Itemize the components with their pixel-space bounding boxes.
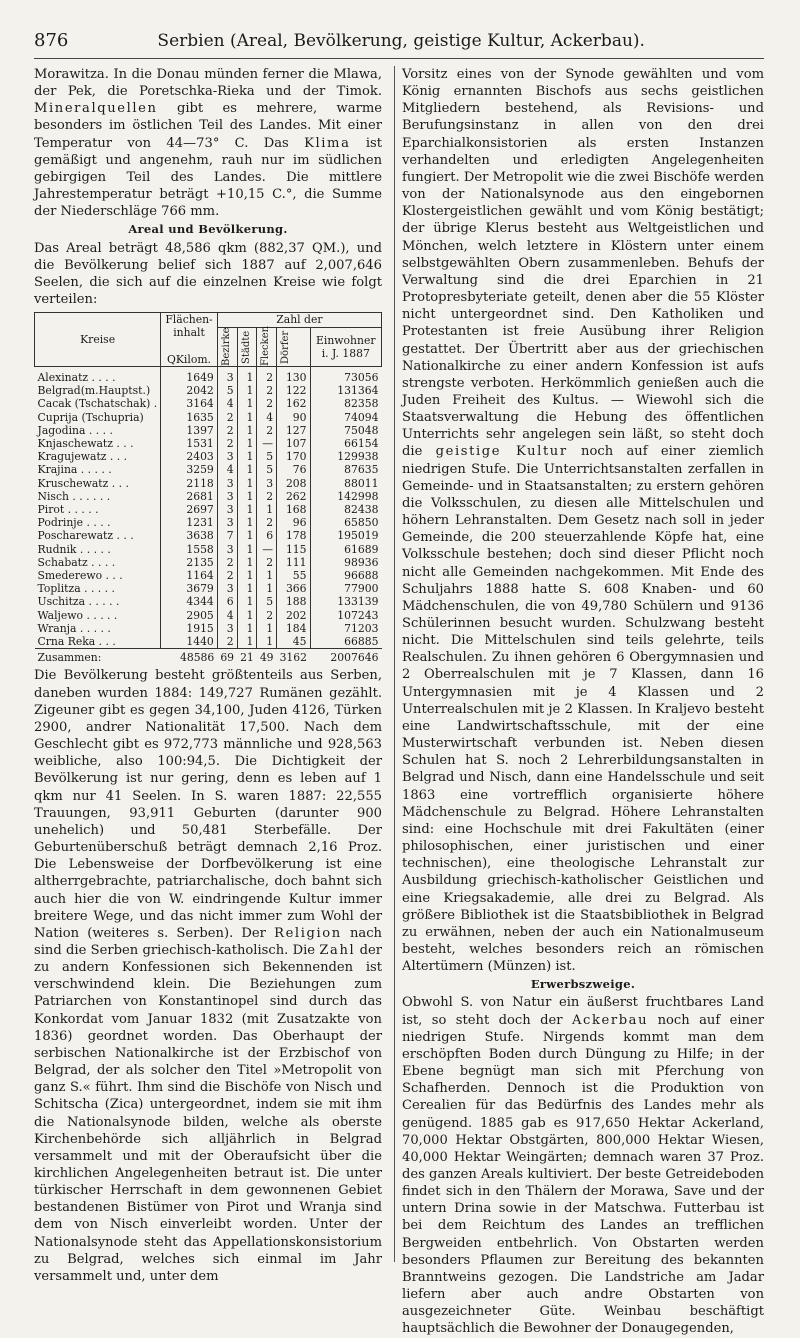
total-cell-area: 48586 [161, 649, 218, 665]
table-cell-s: 1 [237, 424, 257, 437]
table-cell-b: 3 [217, 490, 237, 503]
table-cell-name: Knjaschewatz . . . [37, 437, 134, 451]
table-cell-f: 3 [257, 477, 277, 490]
table-cell-f: 2 [257, 397, 277, 410]
table-cell-e: 142998 [310, 490, 381, 503]
table-cell-name: Uschitza . . . . . [37, 595, 120, 609]
table-row [35, 463, 382, 476]
table-row [35, 595, 382, 608]
table-cell-name: Nisch . . . . . . [37, 489, 111, 503]
table-cell-f: 2 [257, 384, 277, 397]
table-cell-s: 1 [237, 384, 257, 397]
table-cell-d: 208 [277, 477, 310, 490]
table-row [35, 397, 382, 410]
table-cell-e: 73056 [310, 367, 381, 385]
table-cell-name: Cacak (Tschatschak) . [37, 397, 158, 411]
table-cell-name: Pirot . . . . . [37, 503, 99, 517]
col-header-doerfer [277, 327, 310, 366]
table-cell-d: 122 [277, 384, 310, 397]
table-cell-e: 96688 [310, 569, 381, 582]
table-cell-d: 366 [277, 582, 310, 595]
table-cell-f: 4 [257, 411, 277, 424]
text-synode: Vorsitz eines von der Synode gewählten und vom König ernannten Bischofs aus sechs geistlichen Mitgliedern bestehend, als Revisions- und Berufungsinstanz in allen von den drei Eparchialkonsistorien als ersten Instanzen verhandelten und erledigten Angelegenheiten fungiert. Der Metropolit wie die zwei Bischöfe werden von der Nationalsynode aus den eingebornen Klostergeistlichen gewählt und vom König bestätigt; der übrige Klerus besteht aus Weltgeistlichen und Mönchen, welch letztere in Klöstern unter einem selbstgewählten Obern zusammenleben. Behufs der Verwaltung sind die drei Eparchien in 21 Protopresbyteriate geteilt, denen aber die 55 Klöster nicht untergeordnet sind. Den Katholiken und Protestanten ist freie Ausübung ihrer Religion gestattet. Der Übertritt aber aus der griechischen Nationalkirche zu einer andern Konfession ist aufs strengste verboten. Herkömmlich genießen auch die Juden Freiheit des Kultus. — Wiewohl sich die Staatsverwaltung die Hebung des öffentlichen Unterrichts sehr angelegen sein läßt, so steht doch die [402, 67, 764, 460]
table-cell-s: 1 [237, 635, 257, 649]
table-cell-area: 2697 [161, 503, 218, 516]
table-row [35, 529, 382, 542]
table-cell-b: 4 [217, 397, 237, 410]
table-cell-name: Alexinatz . . . . [37, 371, 116, 384]
table-cell-area: 3164 [161, 397, 218, 410]
table-cell-d: 168 [277, 503, 310, 516]
text-rivers: Morawitza. In die Donau münden ferner die Mlawa, der Pek, die Poretschka-Rieka und der Timok. [34, 67, 382, 100]
table-row [35, 437, 382, 450]
table-cell-s: 1 [237, 397, 257, 410]
table-cell-d: 178 [277, 529, 310, 542]
term-ackerbau: Ackerbau [571, 1012, 649, 1028]
table-cell-b: 3 [217, 477, 237, 490]
staedte-label: Städte [240, 330, 252, 364]
flaeche-unit: QKilom. [167, 352, 211, 366]
flecken-label: Flecken [260, 325, 272, 366]
table-cell-name: Waljewo . . . . . [37, 608, 118, 622]
table-cell-d: 76 [277, 463, 310, 476]
table-cell-name: Schabatz . . . . [37, 555, 116, 569]
table-cell-name: Cuprija (Tschupria) [37, 410, 144, 424]
table-row [35, 367, 382, 385]
col-header-zahl: Zahl der [217, 313, 381, 327]
text-fruchtbar: Obwohl S. von Natur ein äußerst fruchtbares Land ist, so steht doch der [402, 995, 764, 1028]
table-row [35, 569, 382, 582]
text-schulen: noch auf einer ziemlich niedrigen Stufe. Die Unterrichtsanstalten zerfallen in Gemeinde- und in Staatsanstalten; zu erstern gehören die Volksschulen, zu diesen alle Mittelschulen und höhern Lehranstalten. Dem Gesetz nach soll in jeder Gemeinde, die 200 steuerzahlende Köpfe hat, eine Volksschule bestehen; doch sind dieser Pflicht noch nicht alle Gemeinden nachgekommen. Mit Ende des Schuljahrs 1888 hatte S. 608 Knaben- und 60 Mädchenschulen, die von 49,780 Schülern und 9136 Schülerinnen besucht wurden. Schulzwang besteht nicht. Die Mittelschulen sind teils gelehrte, teils Realschulen. Zu ihnen gehören 6 Obergymnasien und 2 Oberrealschulen mit je 7 Klassen, dann 16 Untergymnasien mit je 4 Klassen und 2 Unterrealschulen mit je 2 Klassen. In Kraljevo besteht eine Landwirtschaftsschule, mit der eine Musterwirtschaft verbunden ist. Neben diesen Schulen hat S. noch 2 Lehrerbildungsanstalten in Belgrad und Nisch, dann eine Handelsschule und seit 1863 eine vortrefflich organisierte höhere Mädchenschule zu Belgrad. Höhere Lehranstalten sind: eine Hochschule mit drei Fakultäten (einer philosophischen, einer juristischen und einer technischen), eine theologische Lehranstalt zur Ausbildung griechisch-katholischer Geistlichen und eine Kriegsakademie, alle drei zu Belgrad. Als größere Bibliothek ist die Staatsbibliothek in Belgrad zu erwähnen, neben der auch ein Nationalmuseum besteht, welches besonders reich an römischen Altertümern (Münzen) ist. [402, 444, 764, 975]
section-heading-erwerbszweige: Erwerbszweige. [530, 977, 636, 992]
table-cell-s: 1 [237, 569, 257, 582]
table-cell-d: 202 [277, 609, 310, 622]
table-cell-f: 2 [257, 556, 277, 569]
table-cell-d: 262 [277, 490, 310, 503]
table-cell-name: Podrinje . . . . [37, 516, 111, 530]
table-cell-b: 7 [217, 529, 237, 542]
paragraph-rivers-climate [34, 66, 382, 220]
table-cell-e: 131364 [310, 384, 381, 397]
table-cell-b: 3 [217, 450, 237, 463]
table-cell-area: 1915 [161, 622, 218, 635]
table-row [35, 635, 382, 649]
table-cell-d: 96 [277, 516, 310, 529]
table-cell-b: 2 [217, 411, 237, 424]
paragraph-areal: Das Areal beträgt 48,586 qkm (882,37 QM.), und die Bevölkerung belief sich 1887 auf 2,007,646 Seelen, die sich auf die einzelnen Kreise wie folgt verteilen: [34, 240, 382, 308]
table-cell-s: 1 [237, 543, 257, 556]
doerfer-label: Dörfer [280, 330, 292, 364]
table-cell-e: 87635 [310, 463, 381, 476]
table-cell-f: 5 [257, 595, 277, 608]
table-cell-d: 184 [277, 622, 310, 635]
table-cell-name: Kruschewatz . . . [37, 476, 129, 490]
paragraph-ackerbau [402, 994, 764, 1337]
table-row [35, 516, 382, 529]
table-cell-f: 1 [257, 622, 277, 635]
table-cell-e: 61689 [310, 543, 381, 556]
table-row [35, 424, 382, 437]
total-cell-f: 49 [257, 649, 277, 665]
table-cell-area: 2042 [161, 384, 218, 397]
table-row [35, 543, 382, 556]
table-cell-d: 130 [277, 367, 310, 385]
table-cell-s: 1 [237, 477, 257, 490]
text-mineral: gibt es mehrere, warme besonders im östlichen Teil des Landes. Mit einer Temperatur von 44—73° C. Das [34, 101, 382, 151]
table-cell-s: 1 [237, 582, 257, 595]
table-cell-f: — [257, 543, 277, 556]
table-cell-name: Poscharewatz . . . [37, 529, 134, 543]
table-cell-d: 115 [277, 543, 310, 556]
table-cell-s: 1 [237, 622, 257, 635]
text-kirche: der zu andern Konfessionen sich Bekennenden ist verschwindend klein. Die Beziehungen zum Patriarchen von Konstantinopel sind durch das Konkordat vom Januar 1832 (mit Zusatzakte von 1836) geordnet worden. Das Oberhaupt der serbischen Nationalkirche ist der Erzbischof von Belgrad, der als solcher den Titel »Metropolit von ganz S.« führt. Ihm sind die Bischöfe von Nisch und Schitscha (Zica) untergeordnet, indem sie mit ihm die Nationalsynode bilden, welche als oberste Kirchenbehörde sich alljährlich in Belgrad versammelt und mit der Oberaufsicht über die kirchlichen Angelegenheiten betraut ist. Die unter türkischer Herrschaft in dem gewonnenen Gebiet bestandenen Bistümer von Pirot und Wranja sind dem von Nisch einverleibt worden. Unter der Nationalsynode steht das Appellationskonsistorium zu Belgrad, welches sich einmal im Jahr versammelt und, unter dem [34, 942, 382, 1284]
table-cell-b: 3 [217, 622, 237, 635]
table-cell-d: 107 [277, 437, 310, 450]
table-cell-f: 1 [257, 635, 277, 649]
table-cell-s: 1 [237, 411, 257, 424]
table-cell-d: 45 [277, 635, 310, 649]
table-cell-s: 1 [237, 367, 257, 385]
table-cell-f: 2 [257, 490, 277, 503]
table-cell-name: Jagodina . . . . [37, 423, 113, 437]
table-cell-name: Crna Reka . . . [37, 635, 116, 649]
table-cell-f: 1 [257, 582, 277, 595]
table-cell-b: 2 [217, 635, 237, 649]
table-cell-e: 75048 [310, 424, 381, 437]
paragraph-bevoelkerung [34, 667, 382, 1285]
table-cell-b: 6 [217, 595, 237, 608]
table-cell-b: 2 [217, 424, 237, 437]
col-header-staedte [237, 327, 257, 366]
table-cell-e: 107243 [310, 609, 381, 622]
table-cell-b: 5 [217, 384, 237, 397]
table-cell-f: 2 [257, 424, 277, 437]
table-cell-area: 1397 [161, 424, 218, 437]
table-cell-s: 1 [237, 529, 257, 542]
table-cell-area: 2681 [161, 490, 218, 503]
table-cell-b: 3 [217, 582, 237, 595]
table-cell-name: Smederewo . . . [37, 569, 123, 583]
table-cell-d: 111 [277, 556, 310, 569]
term-geistige-kultur: geistige Kultur [435, 444, 568, 460]
table-cell-d: 188 [277, 595, 310, 608]
table-cell-s: 1 [237, 503, 257, 516]
table-cell-name: Wranja . . . . . [37, 621, 111, 635]
table-cell-d: 170 [277, 450, 310, 463]
table-cell-b: 2 [217, 569, 237, 582]
table-cell-e: 82438 [310, 503, 381, 516]
table-cell-f: 2 [257, 367, 277, 385]
total-cell-b: 69 [217, 649, 237, 665]
text-klima: ist gemäßigt und angenehm, rauh nur im südlichen gebirgigen Teil des Landes. Die mittlere Jahrestemperatur beträgt +10,15 C.°, die Summe der Niederschläge 766 mm. [34, 135, 382, 220]
text-religion: nach sind die Serben griechisch-katholisch. Die [34, 925, 382, 958]
table-cell-f: — [257, 437, 277, 450]
table-cell-e: 195019 [310, 529, 381, 542]
table-row [35, 477, 382, 490]
page-header [34, 30, 764, 59]
running-title: Serbien (Areal, Bevölkerung, geistige Kultur, Ackerbau). [157, 31, 645, 51]
table-cell-f: 2 [257, 609, 277, 622]
table-cell-area: 1635 [161, 411, 218, 424]
table-cell-e: 66885 [310, 635, 381, 649]
table-cell-e: 65850 [310, 516, 381, 529]
text-bevoelkerung: Die Bevölkerung besteht größtenteils aus Serben, daneben wurden 1884: 149,727 Rumänen gezählt. Zigeuner gibt es gegen 34,100, Juden 4126, Türken 2900, andrer Nationalität 17,500. Nach dem Geschlecht gibt es 972,773 männliche und 928,563 weibliche, also 100:94,5. Die Dichtigkeit der Bevölkerung ist nur gering, denn es leben auf 1 qkm nur 41 Seelen. In S. waren 1887: 22,555 Trauungen, 93,911 Geburten (darunter 900 unehelich) und 50,481 Sterbefälle. Der Geburtenüberschuß beträgt demnach 2,16 Proz. Die Lebensweise der Dorfbevölkerung ist eine altherrgebrachte, patriarchalische, doch bahnt sich auch hier die von W. eindringende Kultur immer breitere Wege, und das nicht immer zum Wohl der Nation (weiteres s. Serben). Der [34, 668, 382, 941]
section-heading-areal: Areal und Bevölkerung. [128, 222, 288, 237]
term-mineralquellen: Mineralquellen [34, 101, 158, 117]
table-cell-f: 5 [257, 463, 277, 476]
table-cell-e: 66154 [310, 437, 381, 450]
table-cell-e: 82358 [310, 397, 381, 410]
table-cell-area: 1164 [161, 569, 218, 582]
column-divider [394, 66, 395, 1262]
table-row [35, 503, 382, 516]
table-cell-d: 55 [277, 569, 310, 582]
text-ackerbau: noch auf einer niedrigen Stufe. Nirgends kommt man dem erschöpften Boden durch Düngung zu Hilfe; in der Ebene begnügt man sich mit Pferchung von Schafherden. Dennoch ist die Produktion von Cerealien für das Bedürfnis des Landes mehr als genügend. 1885 gab es 917,650 Hektar Ackerland, 70,000 Hektar Obstgärten, 800,000 Hektar Wiesen, 40,000 Hektar Weingärten; demnach waren 37 Proz. des ganzen Areals kultiviert. Der beste Getreideboden findet sich in den Thälern der Morawa, Save und der untern Drina sowie in der Matschwa. Futterbau ist bei dem Reichtum des Landes an trefflichen Bergweiden entbehrlich. Von Obstarten werden besonders Pflaumen zur Bereitung des bekannten Branntweins gezogen. Die Landstriche am Jadar liefern aber auch andre Obstarten von ausgezeichneter Güte. Weinbau beschäftigt hauptsächlich die Bewohner der Donaugegenden, [402, 1012, 764, 1337]
table-row [35, 411, 382, 424]
table-cell-b: 2 [217, 556, 237, 569]
table-cell-name: Kragujewatz . . . [37, 450, 128, 464]
table-cell-name: Belgrad(m.Hauptst.) [37, 384, 151, 398]
paragraph-kirche-kultur [402, 66, 764, 975]
page-number: 876 [34, 30, 69, 51]
table-cell-area: 2135 [161, 556, 218, 569]
table-cell-s: 1 [237, 516, 257, 529]
table-cell-e: 98936 [310, 556, 381, 569]
col-header-kreise: Kreise [35, 313, 161, 367]
table-cell-s: 1 [237, 437, 257, 450]
kreise-table [34, 312, 382, 664]
table-row [35, 556, 382, 569]
col-header-einwohner: Einwohner i. J. 1887 [310, 327, 381, 366]
table-cell-f: 2 [257, 516, 277, 529]
table-cell-e: 74094 [310, 411, 381, 424]
bezirke-label: Bezirke [220, 327, 232, 366]
table-cell-b: 3 [217, 503, 237, 516]
table-cell-b: 3 [217, 516, 237, 529]
col-header-flaeche [161, 313, 218, 367]
table-total-row [35, 649, 382, 665]
table-cell-area: 3679 [161, 582, 218, 595]
table-cell-s: 1 [237, 556, 257, 569]
total-cell-e: 2007646 [310, 649, 381, 665]
table-cell-b: 4 [217, 463, 237, 476]
table-cell-area: 1558 [161, 543, 218, 556]
table-cell-d: 90 [277, 411, 310, 424]
table-cell-s: 1 [237, 595, 257, 608]
table-row [35, 384, 382, 397]
table-cell-name: Toplitza . . . . . [37, 582, 115, 596]
table-cell-area: 1231 [161, 516, 218, 529]
total-cell-d: 3162 [277, 649, 310, 665]
table-cell-area: 1440 [161, 635, 218, 649]
col-header-flecken [257, 327, 277, 366]
table-cell-area: 2118 [161, 477, 218, 490]
table-cell-name: Krajina . . . . . [37, 463, 112, 477]
total-cell-name: Zusammen: [35, 649, 161, 665]
table-cell-d: 162 [277, 397, 310, 410]
flaeche-label: Flächen-inhalt [165, 313, 213, 340]
table-cell-area: 1531 [161, 437, 218, 450]
table-cell-s: 1 [237, 609, 257, 622]
table-cell-b: 3 [217, 543, 237, 556]
table-row [35, 582, 382, 595]
term-zahl: Zahl [319, 942, 356, 958]
table-cell-f: 6 [257, 529, 277, 542]
table-cell-area: 3638 [161, 529, 218, 542]
table-cell-e: 133139 [310, 595, 381, 608]
left-column [34, 66, 382, 1284]
total-cell-s: 21 [237, 649, 257, 665]
table-cell-b: 4 [217, 609, 237, 622]
kreise-body [35, 367, 382, 665]
col-header-bezirke [217, 327, 237, 366]
table-cell-s: 1 [237, 463, 257, 476]
table-cell-area: 2905 [161, 609, 218, 622]
table-cell-s: 1 [237, 490, 257, 503]
table-row [35, 622, 382, 635]
table-cell-b: 2 [217, 437, 237, 450]
table-cell-name: Rudnik . . . . . [37, 542, 111, 556]
table-row [35, 490, 382, 503]
term-klima: Klima [304, 135, 351, 151]
table-cell-f: 1 [257, 569, 277, 582]
table-cell-area: 4344 [161, 595, 218, 608]
table-cell-e: 77900 [310, 582, 381, 595]
table-cell-area: 2403 [161, 450, 218, 463]
table-cell-d: 127 [277, 424, 310, 437]
table-row [35, 609, 382, 622]
table-cell-s: 1 [237, 450, 257, 463]
table-cell-e: 129938 [310, 450, 381, 463]
table-cell-f: 5 [257, 450, 277, 463]
right-column [402, 66, 764, 1337]
table-cell-area: 1649 [161, 367, 218, 385]
table-cell-f: 1 [257, 503, 277, 516]
table-cell-e: 88011 [310, 477, 381, 490]
term-religion: Religion [274, 925, 342, 941]
table-cell-b: 3 [217, 367, 237, 385]
table-row [35, 450, 382, 463]
table-cell-e: 71203 [310, 622, 381, 635]
table-cell-area: 3259 [161, 463, 218, 476]
